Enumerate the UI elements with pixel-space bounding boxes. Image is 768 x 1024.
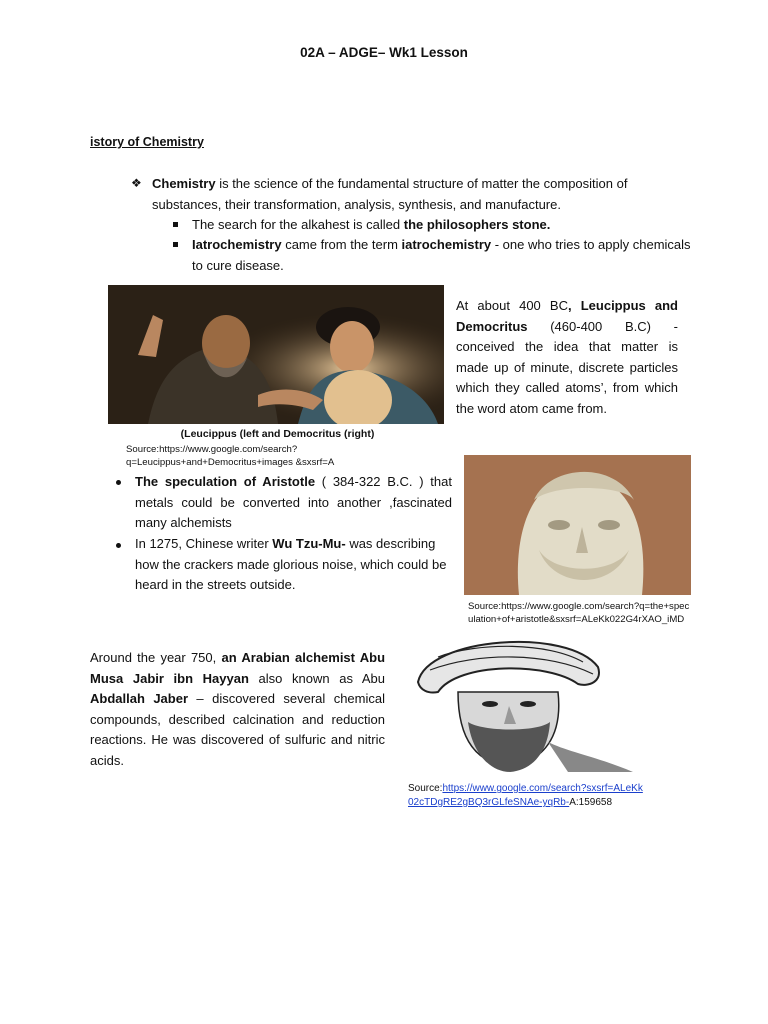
section-heading: istory of Chemistry [90,135,204,149]
chemistry-text: is the science of the fundamental structure of matter the composition of substances, their transformation, analysis, synthesis, and manufacture. [152,176,628,212]
jabir-source-prefix: Source: [408,783,443,794]
jabir-source-suffix: A:159658 [569,797,613,808]
iatro-text-2: - one who tries to apply chemicals to cure disease. [192,237,691,273]
chemistry-definition [152,174,692,215]
alkahest-bold: the philosophers stone. [403,217,551,232]
jabir-text-3: – discovered several chemical compounds, described calcination and reduction reactions. He was discovered of sulfuric and nitric acids. [90,691,386,768]
jabir-engraving-image [398,632,638,774]
round-bullet-icon [116,543,121,548]
painting-caption: (Leucippus (left and Democritus (right) [180,428,375,440]
round-bullet-icon [116,480,121,485]
leucippus-text-1: At about 400 BC [456,298,568,313]
wu-bold: Wu Tzu-Mu- [272,536,346,551]
jabir-text-2: also known as Abu [248,670,385,686]
leucippus-democritus-painting [108,285,444,424]
leucippus-text-2: (460-400 B.C) - conceived the idea that matter is made up of minute, discrete particles which they called atoms’, from which the word atom came from. [456,318,678,416]
alkahest-bullet [192,215,692,236]
leucippus-bold: , Leucippus and Democritus [456,298,678,334]
jabir-source-link[interactable]: https://www.google.com/search?sxsrf=ALeKk02cTDgRE2gBQ3rGLfeSNAe-yqRb- [408,783,643,808]
aristotle-bold: The speculation of Aristotl [135,474,308,489]
chemistry-term: Chemistry [152,176,216,191]
iatro-text-1: came from the term [281,237,402,252]
iatro-term-2: iatrochemistry [401,237,492,252]
jabir-source [408,782,648,810]
jabir-bold-1: an Arabian alchemist Abu Musa Jabir ibn Hayyan [90,650,386,686]
aristotle-bullet [135,472,452,534]
iatrochemistry-bullet [192,235,692,276]
alkahest-text: The search for the alkahest is called [192,217,404,232]
wu-text-2: was describing how the crackers made glorious noise, which could be heard in the streets outside. [135,536,447,592]
aristotle-source: Source:https://www.google.com/search?q=the+speculation+of+aristotle&sxsrf=ALeKk022G4rXAO_iMD [468,601,690,625]
wu-text-1: In 1275, Chinese writer [135,536,273,551]
jabir-text-1: Around the year 750, [90,650,222,665]
leucippus-paragraph [456,296,678,419]
aristotle-bold-tail: e [307,474,316,489]
square-bullet-icon [173,222,178,227]
iatro-term: Iatrochemistry [192,237,282,252]
jabir-paragraph [90,648,385,771]
wu-tzu-mu-bullet [135,534,452,596]
leucippus-source: Source:https://www.google.com/search?q=Leucippus+and+Democritus+images &sxsrf=A [126,444,335,468]
jabir-bold-2: Abdallah Jaber [90,691,189,706]
square-bullet-icon [173,242,178,247]
diamond-bullet-icon: ❖ [131,176,142,190]
document-title: 02A – ADGE– Wk1 Lesson [300,45,468,60]
aristotle-text: ( 384-322 B.C. ) that metals could be converted into another ,fascinated many alchemists [135,474,452,530]
aristotle-bust-image [464,455,691,595]
